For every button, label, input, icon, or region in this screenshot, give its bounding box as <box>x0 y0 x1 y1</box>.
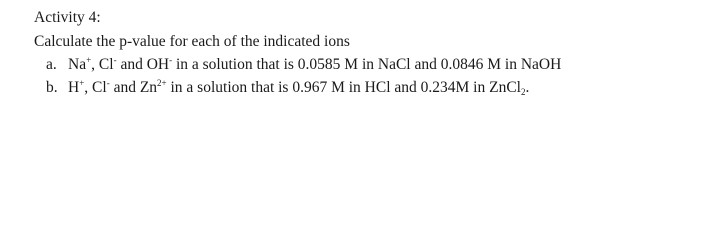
superscript-charge: + <box>86 55 92 65</box>
superscript-charge: 2+ <box>157 78 167 88</box>
instruction-text: Calculate the p-value for each of the indicated ions <box>34 33 350 50</box>
text-fragment: and Zn <box>109 79 158 96</box>
text-fragment: in a solution that is 0.0585 M in NaCl and 0.0846 M in NaOH <box>172 56 562 73</box>
text-fragment: , Cl <box>84 79 107 96</box>
superscript-charge: - <box>106 78 110 88</box>
text-fragment: in a solution that is 0.967 M in HCl and 0.234M in ZnCl <box>166 79 521 96</box>
list-marker-a: a. <box>46 56 57 73</box>
text-fragment: . <box>525 79 530 96</box>
text-fragment: Na <box>68 56 87 73</box>
superscript-charge: - <box>113 55 117 65</box>
superscript-charge: + <box>79 78 85 88</box>
text-fragment: and OH <box>116 56 170 73</box>
superscript-charge: - <box>169 55 173 65</box>
list-item-a <box>46 56 561 74</box>
list-item-b <box>46 79 529 97</box>
item-b-text <box>68 79 529 96</box>
text-fragment: , Cl <box>91 56 114 73</box>
document-page <box>0 0 719 111</box>
subscript-count: 2 <box>520 87 526 97</box>
text-fragment: H <box>68 79 80 96</box>
item-a-text <box>68 56 561 73</box>
activity-heading: Activity 4: <box>34 9 101 26</box>
list-marker-b: b. <box>46 79 58 96</box>
